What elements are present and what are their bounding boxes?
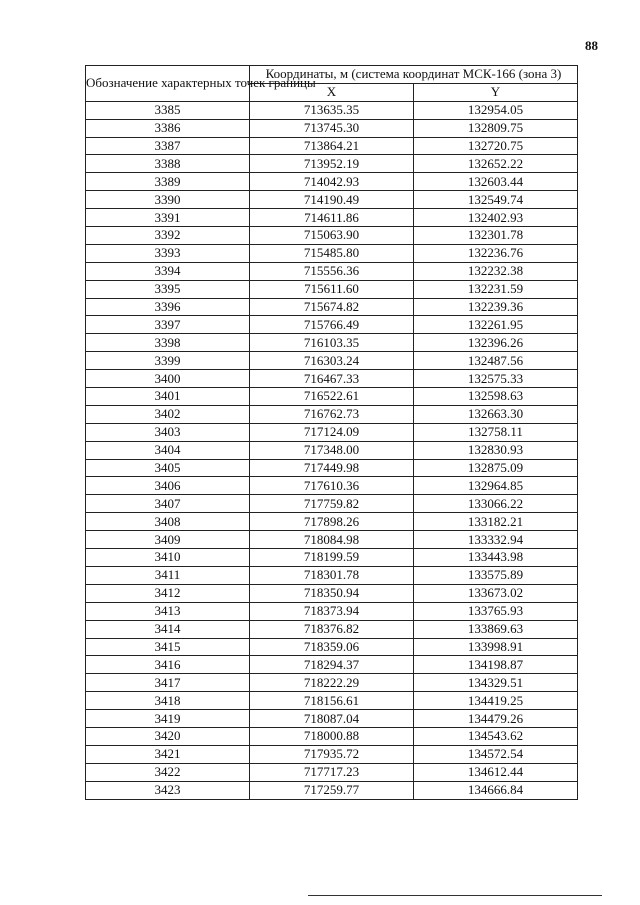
cell-x: 717259.77 [250, 781, 414, 799]
cell-y: 132809.75 [414, 119, 578, 137]
table-row [86, 227, 578, 245]
table-row [86, 638, 578, 656]
cell-x: 713635.35 [250, 101, 414, 119]
cell-x: 715063.90 [250, 227, 414, 245]
cell-y: 132549.74 [414, 191, 578, 209]
cell-y: 132239.36 [414, 298, 578, 316]
table-row [86, 745, 578, 763]
header-y: Y [414, 83, 578, 101]
table-row [86, 566, 578, 584]
cell-x: 715766.49 [250, 316, 414, 334]
table-row [86, 495, 578, 513]
cell-x: 715674.82 [250, 298, 414, 316]
cell-y: 132575.33 [414, 370, 578, 388]
cell-x: 713952.19 [250, 155, 414, 173]
cell-x: 715556.36 [250, 262, 414, 280]
cell-x: 718084.98 [250, 531, 414, 549]
cell-y: 133443.98 [414, 549, 578, 567]
cell-y: 134419.25 [414, 692, 578, 710]
cell-point-id: 3419 [86, 710, 250, 728]
cell-point-id: 3386 [86, 119, 250, 137]
cell-x: 718156.61 [250, 692, 414, 710]
table-row [86, 477, 578, 495]
cell-y: 132487.56 [414, 352, 578, 370]
table-row [86, 781, 578, 799]
table-row [86, 531, 578, 549]
coordinates-table [85, 65, 578, 800]
table-row [86, 441, 578, 459]
cell-x: 715485.80 [250, 244, 414, 262]
cell-x: 718301.78 [250, 566, 414, 584]
cell-point-id: 3414 [86, 620, 250, 638]
cell-point-id: 3406 [86, 477, 250, 495]
cell-point-id: 3412 [86, 584, 250, 602]
table-row [86, 727, 578, 745]
cell-point-id: 3416 [86, 656, 250, 674]
cell-point-id: 3403 [86, 423, 250, 441]
cell-y: 134329.51 [414, 674, 578, 692]
table-row [86, 155, 578, 173]
cell-point-id: 3400 [86, 370, 250, 388]
cell-y: 132830.93 [414, 441, 578, 459]
cell-point-id: 3397 [86, 316, 250, 334]
cell-point-id: 3421 [86, 745, 250, 763]
cell-point-id: 3398 [86, 334, 250, 352]
page-number: 88 [585, 38, 598, 53]
cell-y: 132603.44 [414, 173, 578, 191]
cell-x: 718373.94 [250, 602, 414, 620]
table-row [86, 280, 578, 298]
table-row [86, 584, 578, 602]
cell-point-id: 3385 [86, 101, 250, 119]
cell-x: 718087.04 [250, 710, 414, 728]
cell-point-id: 3420 [86, 727, 250, 745]
cell-y: 132598.63 [414, 388, 578, 406]
header-x: X [250, 83, 414, 101]
cell-x: 716303.24 [250, 352, 414, 370]
table-row [86, 352, 578, 370]
cell-x: 718359.06 [250, 638, 414, 656]
cell-point-id: 3387 [86, 137, 250, 155]
cell-x: 718199.59 [250, 549, 414, 567]
header-point-designation: Обозначение характерных точек границы [86, 66, 250, 102]
cell-point-id: 3407 [86, 495, 250, 513]
table-row [86, 316, 578, 334]
table-row [86, 119, 578, 137]
cell-y: 134612.44 [414, 763, 578, 781]
cell-x: 716467.33 [250, 370, 414, 388]
cell-x: 713745.30 [250, 119, 414, 137]
footer-rule [308, 895, 602, 896]
cell-point-id: 3392 [86, 227, 250, 245]
cell-y: 133998.91 [414, 638, 578, 656]
cell-y: 132720.75 [414, 137, 578, 155]
cell-x: 717759.82 [250, 495, 414, 513]
cell-y: 134666.84 [414, 781, 578, 799]
table-row [86, 370, 578, 388]
table-row [86, 513, 578, 531]
cell-y: 132396.26 [414, 334, 578, 352]
cell-point-id: 3393 [86, 244, 250, 262]
table-row [86, 656, 578, 674]
cell-point-id: 3405 [86, 459, 250, 477]
cell-y: 133575.89 [414, 566, 578, 584]
cell-x: 715611.60 [250, 280, 414, 298]
cell-point-id: 3396 [86, 298, 250, 316]
cell-x: 717610.36 [250, 477, 414, 495]
cell-point-id: 3395 [86, 280, 250, 298]
cell-y: 134572.54 [414, 745, 578, 763]
cell-x: 718222.29 [250, 674, 414, 692]
cell-y: 132402.93 [414, 209, 578, 227]
table-row [86, 137, 578, 155]
table-row [86, 388, 578, 406]
cell-point-id: 3409 [86, 531, 250, 549]
table-row [86, 173, 578, 191]
cell-x: 714190.49 [250, 191, 414, 209]
cell-x: 718350.94 [250, 584, 414, 602]
cell-x: 713864.21 [250, 137, 414, 155]
cell-y: 133332.94 [414, 531, 578, 549]
cell-y: 132758.11 [414, 423, 578, 441]
table-row [86, 244, 578, 262]
header-row [86, 66, 578, 84]
cell-point-id: 3410 [86, 549, 250, 567]
cell-y: 132875.09 [414, 459, 578, 477]
table-header [86, 66, 578, 102]
cell-y: 132663.30 [414, 405, 578, 423]
cell-y: 134198.87 [414, 656, 578, 674]
table-row [86, 620, 578, 638]
cell-y: 132231.59 [414, 280, 578, 298]
table-row [86, 602, 578, 620]
table-row [86, 262, 578, 280]
cell-x: 718294.37 [250, 656, 414, 674]
table-row [86, 763, 578, 781]
cell-x: 716762.73 [250, 405, 414, 423]
cell-y: 134479.26 [414, 710, 578, 728]
cell-x: 717449.98 [250, 459, 414, 477]
cell-point-id: 3415 [86, 638, 250, 656]
cell-y: 132236.76 [414, 244, 578, 262]
cell-point-id: 3390 [86, 191, 250, 209]
cell-y: 133765.93 [414, 602, 578, 620]
cell-x: 717348.00 [250, 441, 414, 459]
table-body [86, 101, 578, 799]
cell-point-id: 3413 [86, 602, 250, 620]
cell-point-id: 3411 [86, 566, 250, 584]
cell-x: 716522.61 [250, 388, 414, 406]
cell-x: 717124.09 [250, 423, 414, 441]
cell-point-id: 3422 [86, 763, 250, 781]
table-row [86, 209, 578, 227]
table-row [86, 692, 578, 710]
table-row [86, 423, 578, 441]
cell-x: 718376.82 [250, 620, 414, 638]
cell-y: 133066.22 [414, 495, 578, 513]
cell-point-id: 3389 [86, 173, 250, 191]
cell-y: 134543.62 [414, 727, 578, 745]
cell-x: 714042.93 [250, 173, 414, 191]
cell-x: 714611.86 [250, 209, 414, 227]
cell-point-id: 3401 [86, 388, 250, 406]
cell-x: 716103.35 [250, 334, 414, 352]
cell-point-id: 3418 [86, 692, 250, 710]
table-row [86, 549, 578, 567]
cell-point-id: 3417 [86, 674, 250, 692]
cell-x: 717717.23 [250, 763, 414, 781]
cell-y: 133182.21 [414, 513, 578, 531]
table-row [86, 674, 578, 692]
cell-point-id: 3399 [86, 352, 250, 370]
header-coordinates: Координаты, м (система координат МСК-166 (зона 3) [250, 66, 578, 84]
cell-y: 132261.95 [414, 316, 578, 334]
cell-x: 717935.72 [250, 745, 414, 763]
cell-y: 132301.78 [414, 227, 578, 245]
cell-point-id: 3404 [86, 441, 250, 459]
cell-x: 718000.88 [250, 727, 414, 745]
cell-point-id: 3423 [86, 781, 250, 799]
table-row [86, 191, 578, 209]
cell-y: 132954.05 [414, 101, 578, 119]
table-row [86, 298, 578, 316]
cell-y: 132232.38 [414, 262, 578, 280]
cell-y: 132964.85 [414, 477, 578, 495]
cell-y: 132652.22 [414, 155, 578, 173]
cell-x: 717898.26 [250, 513, 414, 531]
cell-point-id: 3388 [86, 155, 250, 173]
cell-y: 133673.02 [414, 584, 578, 602]
table-row [86, 459, 578, 477]
cell-point-id: 3408 [86, 513, 250, 531]
cell-point-id: 3394 [86, 262, 250, 280]
table-row [86, 101, 578, 119]
table-row [86, 405, 578, 423]
cell-y: 133869.63 [414, 620, 578, 638]
cell-point-id: 3402 [86, 405, 250, 423]
table-row [86, 334, 578, 352]
cell-point-id: 3391 [86, 209, 250, 227]
table-row [86, 710, 578, 728]
